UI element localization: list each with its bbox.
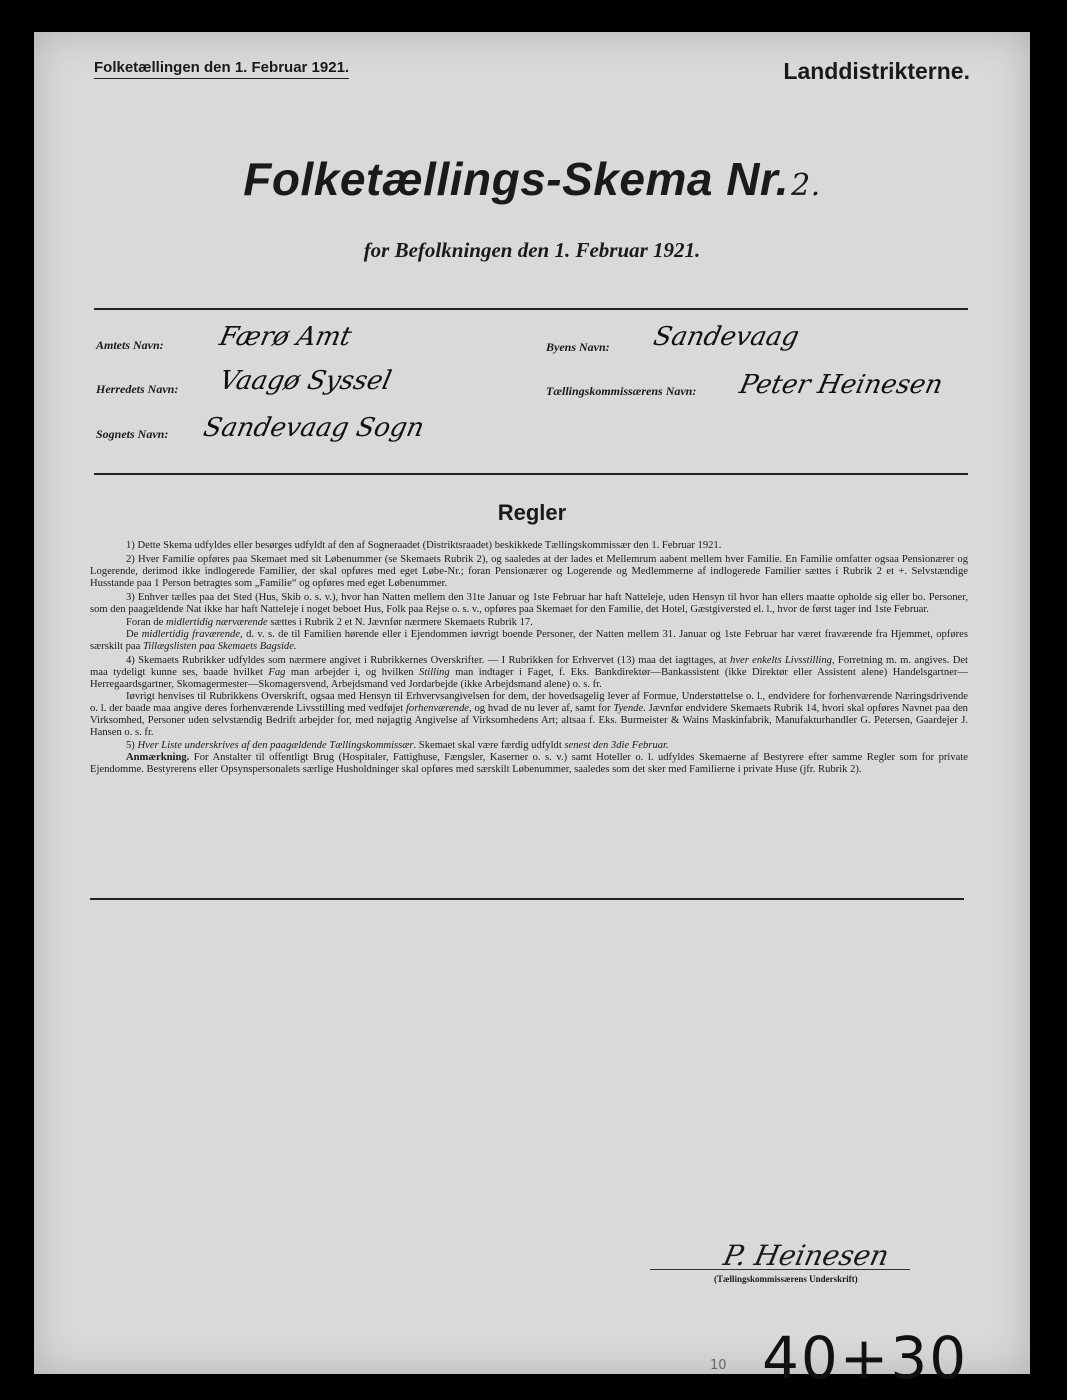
signature-caption: (Tællingskommissærens Underskrift)	[714, 1274, 858, 1284]
form-subtitle: for Befolkningen den 1. Februar 1921.	[363, 238, 701, 262]
kommissaer-value: Peter Heinesen	[736, 370, 946, 400]
divider-middle	[94, 473, 968, 475]
rule-note: Anmærkning. For Anstalter til offentligt Brug (Hospitaler, Fattighuse, Fængsler, Kaserner o. s. v.) samt Hoteller o. l. udfyldes Skemaerne af Bestyrere efter samme Regler som for private Ejendomme. Bestyrerens eller Opsynspersonalets særlige Husholdninger skal opføres med særskilt Løbenummer, saaledes som det sker med Familierne i private Huse (jfr. Rubrik 2).	[90, 751, 968, 775]
rule-1: 1) Dette Skema udfyldes eller besørges udfyldt af den af Sogneraadet (Distriktsraadet) beskikkede Tællingskommissær den 1. Februar 1921.	[126, 540, 722, 551]
rules-heading: Regler	[497, 500, 567, 525]
by-value: Sandevaag	[650, 322, 802, 352]
rules-body	[90, 540, 968, 778]
kommissaer-label: Tællingskommissærens Navn:	[546, 384, 697, 398]
sogn-value: Sandevaag Sogn	[200, 413, 427, 443]
herred-label: Herredets Navn:	[96, 382, 179, 396]
herred-value: Vaagø Syssel	[216, 366, 395, 396]
signature-line	[650, 1269, 910, 1270]
rule-5: 5) Hver Liste underskrives af den paagældende Tællingskommissær. Skemaet skal være færdig udfyldt senest den 3die Februar.	[126, 739, 669, 751]
commissioner-signature: P. Heinesen	[720, 1239, 893, 1272]
sogn-label: Sognets Navn:	[96, 427, 169, 441]
rule-3c: De midlertidig fraværende, d. v. s. de til Familien hørende eller i Ejendommen iøvrigt boende Personer, der Natten mellem 31. Januar og 1ste Februar har været fraværende fra Hjemmet, opføres særskilt paa Tillægslisten paa Skemaets Bagside.	[90, 628, 968, 652]
note-label: Anmærkning.	[126, 751, 190, 763]
header-district-type: Landdistrikterne.	[783, 58, 970, 84]
form-title	[34, 152, 1030, 206]
amt-value: Færø Amt	[216, 322, 355, 352]
divider-top	[94, 308, 968, 310]
divider-bottom	[90, 898, 964, 900]
rule-3b: Foran de midlertidig nærværende sættes i Rubrik 2 et N. Jævnfør nærmere Skemaets Rubrik 17.	[126, 616, 533, 628]
form-title-text: Folketællings-Skema Nr.	[243, 153, 790, 205]
census-form-page	[34, 32, 1030, 1392]
form-number-handwritten: 2.	[791, 168, 821, 203]
rule-4: 4) Skemaets Rubrikker udfyldes som nærmere angivet i Rubrikkernes Overskrifter. — I Rubrikken for Erhvervet (13) maa det iagttages, at hver enkelts Livsstilling, Forretning m. m. angives. Det maa tydeligt kunne ses, baade hvilket Fag man arbejder i, og hvilken Stilling man indtager i Faget, f. Eks. Bankdirektør—Bankassistent (ikke Direktør eller Assistent alene) Handelsgartner—Herregaardsgartner, Skomagermester—Skomagersvend, Arbejdsmand ved Jordarbejde (ikke Arbejdsmand alene) o. s. fr.	[90, 654, 968, 691]
amt-label: Amtets Navn:	[96, 338, 164, 352]
rule-2: 2) Hver Familie opføres paa Skemaet med sit Løbenummer (se Skemaets Rubrik 2), og saaledes at der lades et Mellemrum aabent mellem hver Familie. En Familie omfatter ogsaa Pensionærer og Logerende, derimod ikke indlogerede Familier, der skal opføres med eget Løbe-Nr.; foran Pensionærer og Logerende og Medlemmerne af indlogerede Familier sættes i Rubrik 2 et +. Selvstændige Husstande paa 1 Person betragtes som „Familie“ og opføres med eget Løbenummer.	[90, 554, 968, 590]
small-margin-number: 10	[710, 1358, 727, 1373]
rule-4b: Iøvrigt henvises til Rubrikkens Overskrift, ogsaa med Hensyn til Erhvervsangivelsen for dem, der hovedsagelig lever af Formue, Understøttelse o. l., endvidere for forhenværende Næringsdrivende o. l. der baade maa angive deres forhenværende Livsstilling med vedføjet forhenværende, og hvad de nu lever af, samt for Tyende. Jævnfør endvidere Skemaets Rubrik 14, hvori skal opføres Navnet paa den Virksomhed, Personer uden selvstændig Bedrift arbejder for, med nøjagtig Angivelse af Virksomhedens Art; altsaa f. Eks. Burmeister & Wains Maskinfabrik, Manufakturhandler G. Petersen, Gaardejer J. Hansen o. s. fr.	[90, 691, 968, 739]
handwritten-page-number: 40+30	[762, 1324, 969, 1392]
header-census-date: Folketællingen den 1. Februar 1921.	[94, 59, 349, 79]
rule-3: 3) Enhver tælles paa det Sted (Hus, Skib o. s. v.), hvor han Natten mellem den 31te Januar og 1ste Februar har haft Natteleje, uden Hensyn til hvor han ellers maatte opholde sig eller bo. Personer, som den paagældende Nat ikke har haft Natteleje i noget beboet Hus, Folk paa Rejse o. s. v., opføres paa Skemaet for den Familie, det Hotel, Gæstgiversted el. l., hvor de først tager ind 1ste Februar.	[90, 592, 968, 616]
by-label: Byens Navn:	[546, 340, 610, 354]
